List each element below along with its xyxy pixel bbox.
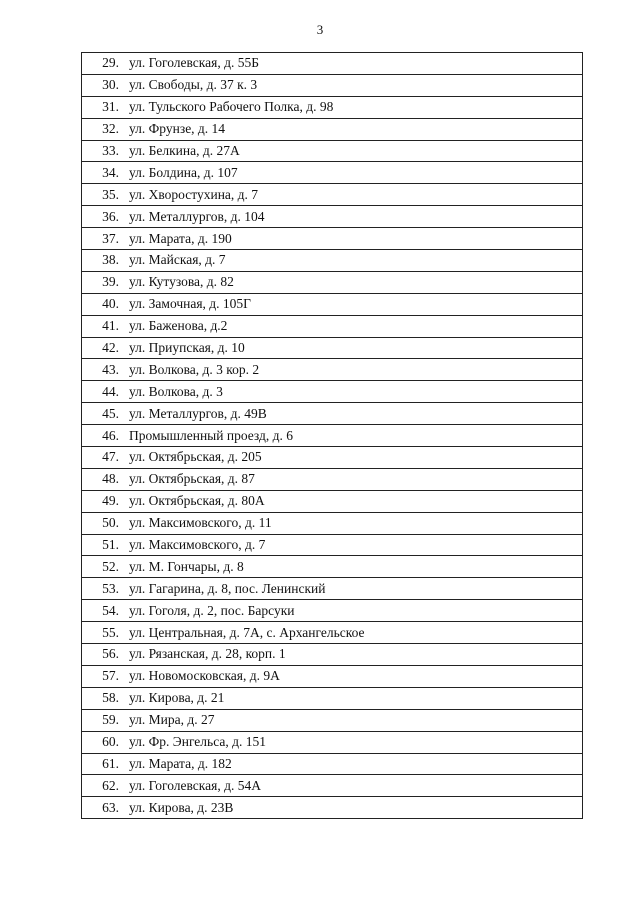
table-row (82, 731, 583, 753)
table-row (82, 622, 583, 644)
table-row (82, 665, 583, 687)
row-number: 39. (82, 271, 124, 293)
row-number: 37. (82, 228, 124, 250)
row-number: 52. (82, 556, 124, 578)
row-address: ул. Металлургов, д. 49В (123, 403, 583, 425)
row-address: Промышленный проезд, д. 6 (123, 425, 583, 447)
table-row (82, 512, 583, 534)
row-number: 35. (82, 184, 124, 206)
table-row (82, 468, 583, 490)
row-address: ул. Новомосковская, д. 9А (123, 665, 583, 687)
row-address: ул. Болдина, д. 107 (123, 162, 583, 184)
table-row (82, 337, 583, 359)
row-address: ул. Рязанская, д. 28, корп. 1 (123, 644, 583, 666)
table-row (82, 250, 583, 272)
row-number: 46. (82, 425, 124, 447)
row-address: ул. Октябрьская, д. 205 (123, 447, 583, 469)
table-row (82, 162, 583, 184)
row-number: 31. (82, 96, 124, 118)
table-row (82, 753, 583, 775)
row-address: ул. Кирова, д. 21 (123, 687, 583, 709)
row-address: ул. Металлургов, д. 104 (123, 206, 583, 228)
table-row (82, 140, 583, 162)
row-address: ул. Баженова, д.2 (123, 315, 583, 337)
row-address: ул. Октябрьская, д. 87 (123, 468, 583, 490)
table-row (82, 359, 583, 381)
row-number: 43. (82, 359, 124, 381)
table-row (82, 578, 583, 600)
row-address: ул. Волкова, д. 3 кор. 2 (123, 359, 583, 381)
table-row (82, 403, 583, 425)
row-number: 54. (82, 600, 124, 622)
row-number: 48. (82, 468, 124, 490)
table-row (82, 447, 583, 469)
row-number: 53. (82, 578, 124, 600)
address-table-body (82, 53, 583, 819)
row-address: ул. Свободы, д. 37 к. 3 (123, 74, 583, 96)
row-number: 45. (82, 403, 124, 425)
row-number: 59. (82, 709, 124, 731)
table-row (82, 534, 583, 556)
row-number: 58. (82, 687, 124, 709)
table-row (82, 96, 583, 118)
row-number: 40. (82, 293, 124, 315)
row-address: ул. М. Гончары, д. 8 (123, 556, 583, 578)
row-address: ул. Майская, д. 7 (123, 250, 583, 272)
row-address: ул. Тульского Рабочего Полка, д. 98 (123, 96, 583, 118)
table-row (82, 118, 583, 140)
row-address: ул. Фрунзе, д. 14 (123, 118, 583, 140)
row-number: 63. (82, 797, 124, 819)
row-number: 38. (82, 250, 124, 272)
table-row (82, 228, 583, 250)
row-number: 62. (82, 775, 124, 797)
table-row (82, 600, 583, 622)
row-address: ул. Мира, д. 27 (123, 709, 583, 731)
row-number: 44. (82, 381, 124, 403)
row-address: ул. Фр. Энгельса, д. 151 (123, 731, 583, 753)
table-row (82, 644, 583, 666)
row-number: 32. (82, 118, 124, 140)
row-number: 42. (82, 337, 124, 359)
table-row (82, 315, 583, 337)
table-row (82, 53, 583, 75)
table-row (82, 271, 583, 293)
row-address: ул. Максимовского, д. 7 (123, 534, 583, 556)
row-number: 41. (82, 315, 124, 337)
table-row (82, 381, 583, 403)
table-row (82, 74, 583, 96)
row-number: 33. (82, 140, 124, 162)
row-address: ул. Октябрьская, д. 80А (123, 490, 583, 512)
row-address: ул. Максимовского, д. 11 (123, 512, 583, 534)
row-number: 60. (82, 731, 124, 753)
address-table (81, 52, 583, 819)
table-row (82, 184, 583, 206)
row-address: ул. Гагарина, д. 8, пос. Ленинский (123, 578, 583, 600)
row-number: 50. (82, 512, 124, 534)
row-number: 57. (82, 665, 124, 687)
row-address: ул. Белкина, д. 27А (123, 140, 583, 162)
row-address: ул. Кутузова, д. 82 (123, 271, 583, 293)
page-number: 3 (316, 22, 324, 37)
row-address: ул. Замочная, д. 105Г (123, 293, 583, 315)
row-number: 47. (82, 447, 124, 469)
row-address: ул. Марата, д. 182 (123, 753, 583, 775)
row-number: 36. (82, 206, 124, 228)
row-address: ул. Марата, д. 190 (123, 228, 583, 250)
row-address: ул. Гоголевская, д. 55Б (123, 53, 583, 75)
table-row (82, 556, 583, 578)
table-row (82, 687, 583, 709)
table-row (82, 293, 583, 315)
row-number: 56. (82, 644, 124, 666)
row-address: ул. Приупская, д. 10 (123, 337, 583, 359)
table-row (82, 425, 583, 447)
row-address: ул. Кирова, д. 23В (123, 797, 583, 819)
row-address: ул. Центральная, д. 7А, с. Архангельское (123, 622, 583, 644)
row-number: 29. (82, 53, 124, 75)
row-address: ул. Гоголевская, д. 54А (123, 775, 583, 797)
table-row (82, 490, 583, 512)
row-number: 49. (82, 490, 124, 512)
row-number: 34. (82, 162, 124, 184)
table-row (82, 797, 583, 819)
row-number: 61. (82, 753, 124, 775)
row-address: ул. Хворостухина, д. 7 (123, 184, 583, 206)
table-row (82, 709, 583, 731)
row-address: ул. Гоголя, д. 2, пос. Барсуки (123, 600, 583, 622)
table-row (82, 206, 583, 228)
table-row (82, 775, 583, 797)
row-number: 55. (82, 622, 124, 644)
row-address: ул. Волкова, д. 3 (123, 381, 583, 403)
row-number: 30. (82, 74, 124, 96)
row-number: 51. (82, 534, 124, 556)
